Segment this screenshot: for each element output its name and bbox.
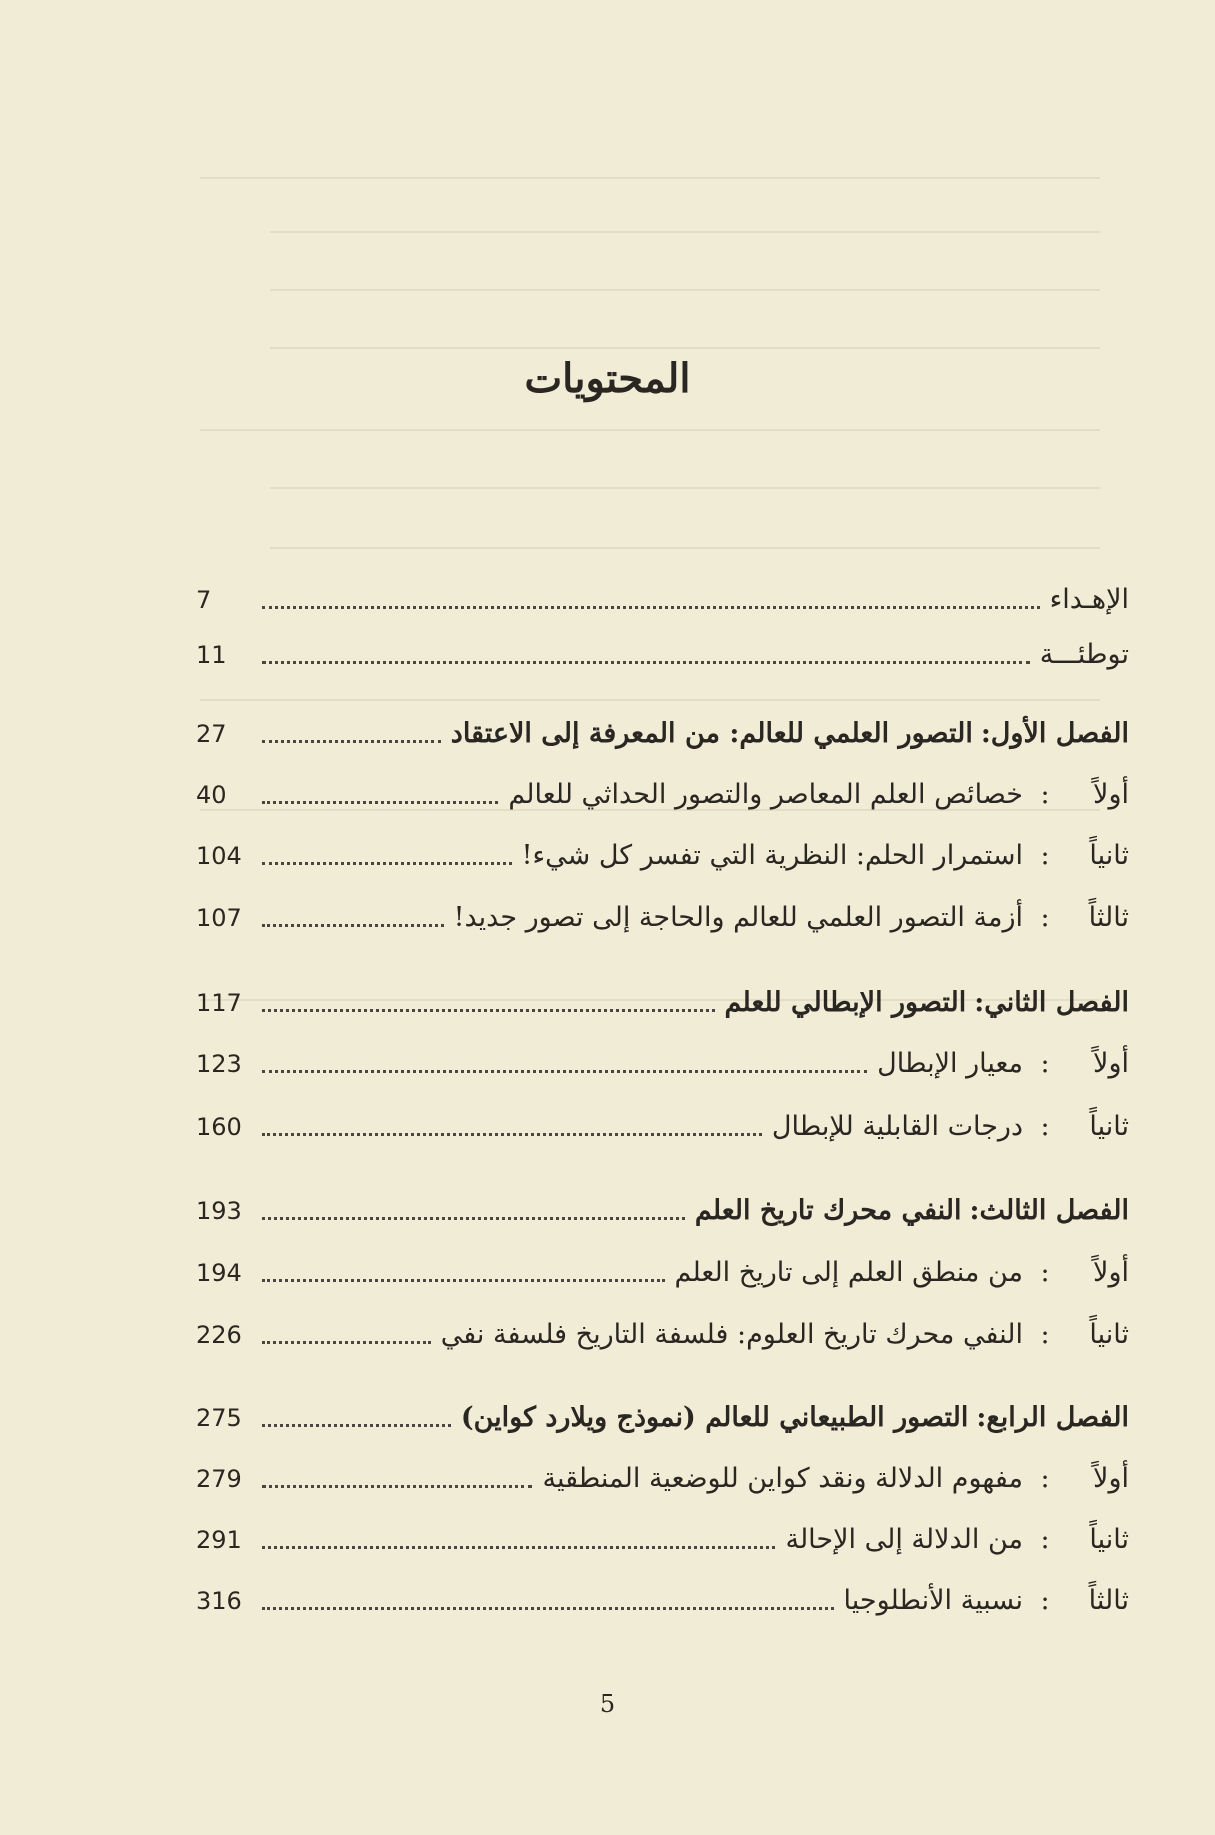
section-title: خصائص العلم المعاصر والتصور الحداثي للعالم xyxy=(508,779,1023,810)
entry-page-number: 11 xyxy=(196,641,227,669)
dot-leader xyxy=(262,1605,834,1610)
entry-page-number: 275 xyxy=(196,1404,242,1432)
section-title: استمرار الحلم: النظرية التي تفسر كل شيء! xyxy=(521,840,1023,871)
separator-colon: : xyxy=(1040,1319,1050,1350)
section-marker: أولاً xyxy=(1093,1257,1129,1288)
separator-colon: : xyxy=(1040,779,1050,810)
entry-page-number: 117 xyxy=(196,989,242,1017)
section-title: نسبية الأنطلوجيا xyxy=(843,1585,1023,1616)
entry-page-number: 291 xyxy=(196,1526,242,1554)
chapter-entry xyxy=(196,1191,1129,1231)
entry-page-number: 160 xyxy=(196,1113,242,1141)
chapter-title: التصور الإبطالي للعلم xyxy=(724,987,967,1018)
section-marker: ثانياً xyxy=(1089,840,1129,871)
chapter-label: الفصل الأول: xyxy=(980,718,1129,749)
entry-page-number: 107 xyxy=(196,904,242,932)
entry-page-number: 194 xyxy=(196,1259,242,1287)
section-title: مفهوم الدلالة ونقد كواين للوضعية المنطقية xyxy=(542,1463,1023,1494)
dot-leader xyxy=(262,1215,685,1220)
section-entry xyxy=(196,1107,1129,1147)
separator-colon: : xyxy=(1040,1463,1050,1494)
toc-entry xyxy=(196,580,1129,620)
dot-leader xyxy=(262,1422,451,1427)
section-entry xyxy=(196,1459,1129,1499)
entry-label: الإهـداء xyxy=(1049,584,1129,615)
dot-leader xyxy=(262,860,512,865)
section-entry xyxy=(196,775,1129,815)
section-entry xyxy=(196,1253,1129,1293)
chapter-entry xyxy=(196,1398,1129,1438)
section-title: درجات القابلية للإبطال xyxy=(771,1111,1023,1142)
dot-leader xyxy=(262,1277,665,1282)
section-title: معيار الإبطال xyxy=(877,1048,1023,1079)
section-marker: ثالثاً xyxy=(1088,1585,1129,1616)
dot-leader xyxy=(262,738,441,743)
dot-leader xyxy=(262,604,1040,609)
separator-colon: : xyxy=(1040,1048,1050,1079)
section-marker: أولاً xyxy=(1093,779,1129,810)
entry-page-number: 104 xyxy=(196,842,242,870)
separator-colon: : xyxy=(1040,1257,1050,1288)
section-marker: ثانياً xyxy=(1089,1319,1129,1350)
dot-leader xyxy=(262,1339,431,1344)
entry-page-number: 226 xyxy=(196,1321,242,1349)
page-title: المحتويات xyxy=(524,355,691,402)
chapter-title: التصور الطبيعاني للعالم (نموذج ويلارد كواين) xyxy=(460,1402,969,1433)
entry-page-number: 123 xyxy=(196,1050,242,1078)
separator-colon: : xyxy=(1040,1111,1050,1142)
entry-page-number: 316 xyxy=(196,1587,242,1615)
chapter-entry xyxy=(196,714,1129,754)
chapter-label: الفصل الثالث: xyxy=(969,1195,1129,1226)
chapter-title: النفي محرك تاريخ العلم xyxy=(694,1195,962,1226)
dot-leader xyxy=(262,1007,715,1012)
section-marker: أولاً xyxy=(1093,1048,1129,1079)
dot-leader xyxy=(262,1483,532,1488)
dot-leader xyxy=(262,659,1030,664)
entry-page-number: 40 xyxy=(196,781,227,809)
entry-page-number: 193 xyxy=(196,1197,242,1225)
separator-colon: : xyxy=(1040,1585,1050,1616)
entry-page-number: 279 xyxy=(196,1465,242,1493)
section-marker: ثالثاً xyxy=(1088,902,1129,933)
dot-leader xyxy=(262,1068,867,1073)
section-marker: أولاً xyxy=(1093,1463,1129,1494)
section-title: أزمة التصور العلمي للعالم والحاجة إلى تصور جديد! xyxy=(453,902,1023,933)
dot-leader xyxy=(262,1131,762,1136)
chapter-entry xyxy=(196,983,1129,1023)
separator-colon: : xyxy=(1040,1524,1050,1555)
section-entry xyxy=(196,1581,1129,1621)
separator-colon: : xyxy=(1040,902,1050,933)
page-number: 5 xyxy=(599,1690,616,1718)
section-marker: ثانياً xyxy=(1089,1524,1129,1555)
entry-page-number: 7 xyxy=(196,586,212,614)
dot-leader xyxy=(262,799,498,804)
section-title: من منطق العلم إلى تاريخ العلم xyxy=(674,1257,1023,1288)
chapter-title: التصور العلمي للعالم: من المعرفة إلى الاعتقاد xyxy=(450,718,973,749)
section-entry xyxy=(196,836,1129,876)
dot-leader xyxy=(262,1544,775,1549)
section-entry xyxy=(196,1044,1129,1084)
section-title: النفي محرك تاريخ العلوم: فلسفة التاريخ فلسفة نفي xyxy=(440,1319,1023,1350)
section-entry xyxy=(196,1520,1129,1560)
section-entry xyxy=(196,1315,1129,1355)
separator-colon: : xyxy=(1040,840,1050,871)
section-marker: ثانياً xyxy=(1089,1111,1129,1142)
entry-page-number: 27 xyxy=(196,720,227,748)
chapter-label: الفصل الرابع: xyxy=(976,1402,1129,1433)
dot-leader xyxy=(262,922,444,927)
toc-entry xyxy=(196,635,1129,675)
chapter-label: الفصل الثاني: xyxy=(974,987,1129,1018)
entry-label: توطئـــة xyxy=(1039,639,1129,670)
section-entry xyxy=(196,898,1129,938)
section-title: من الدلالة إلى الإحالة xyxy=(785,1524,1023,1555)
